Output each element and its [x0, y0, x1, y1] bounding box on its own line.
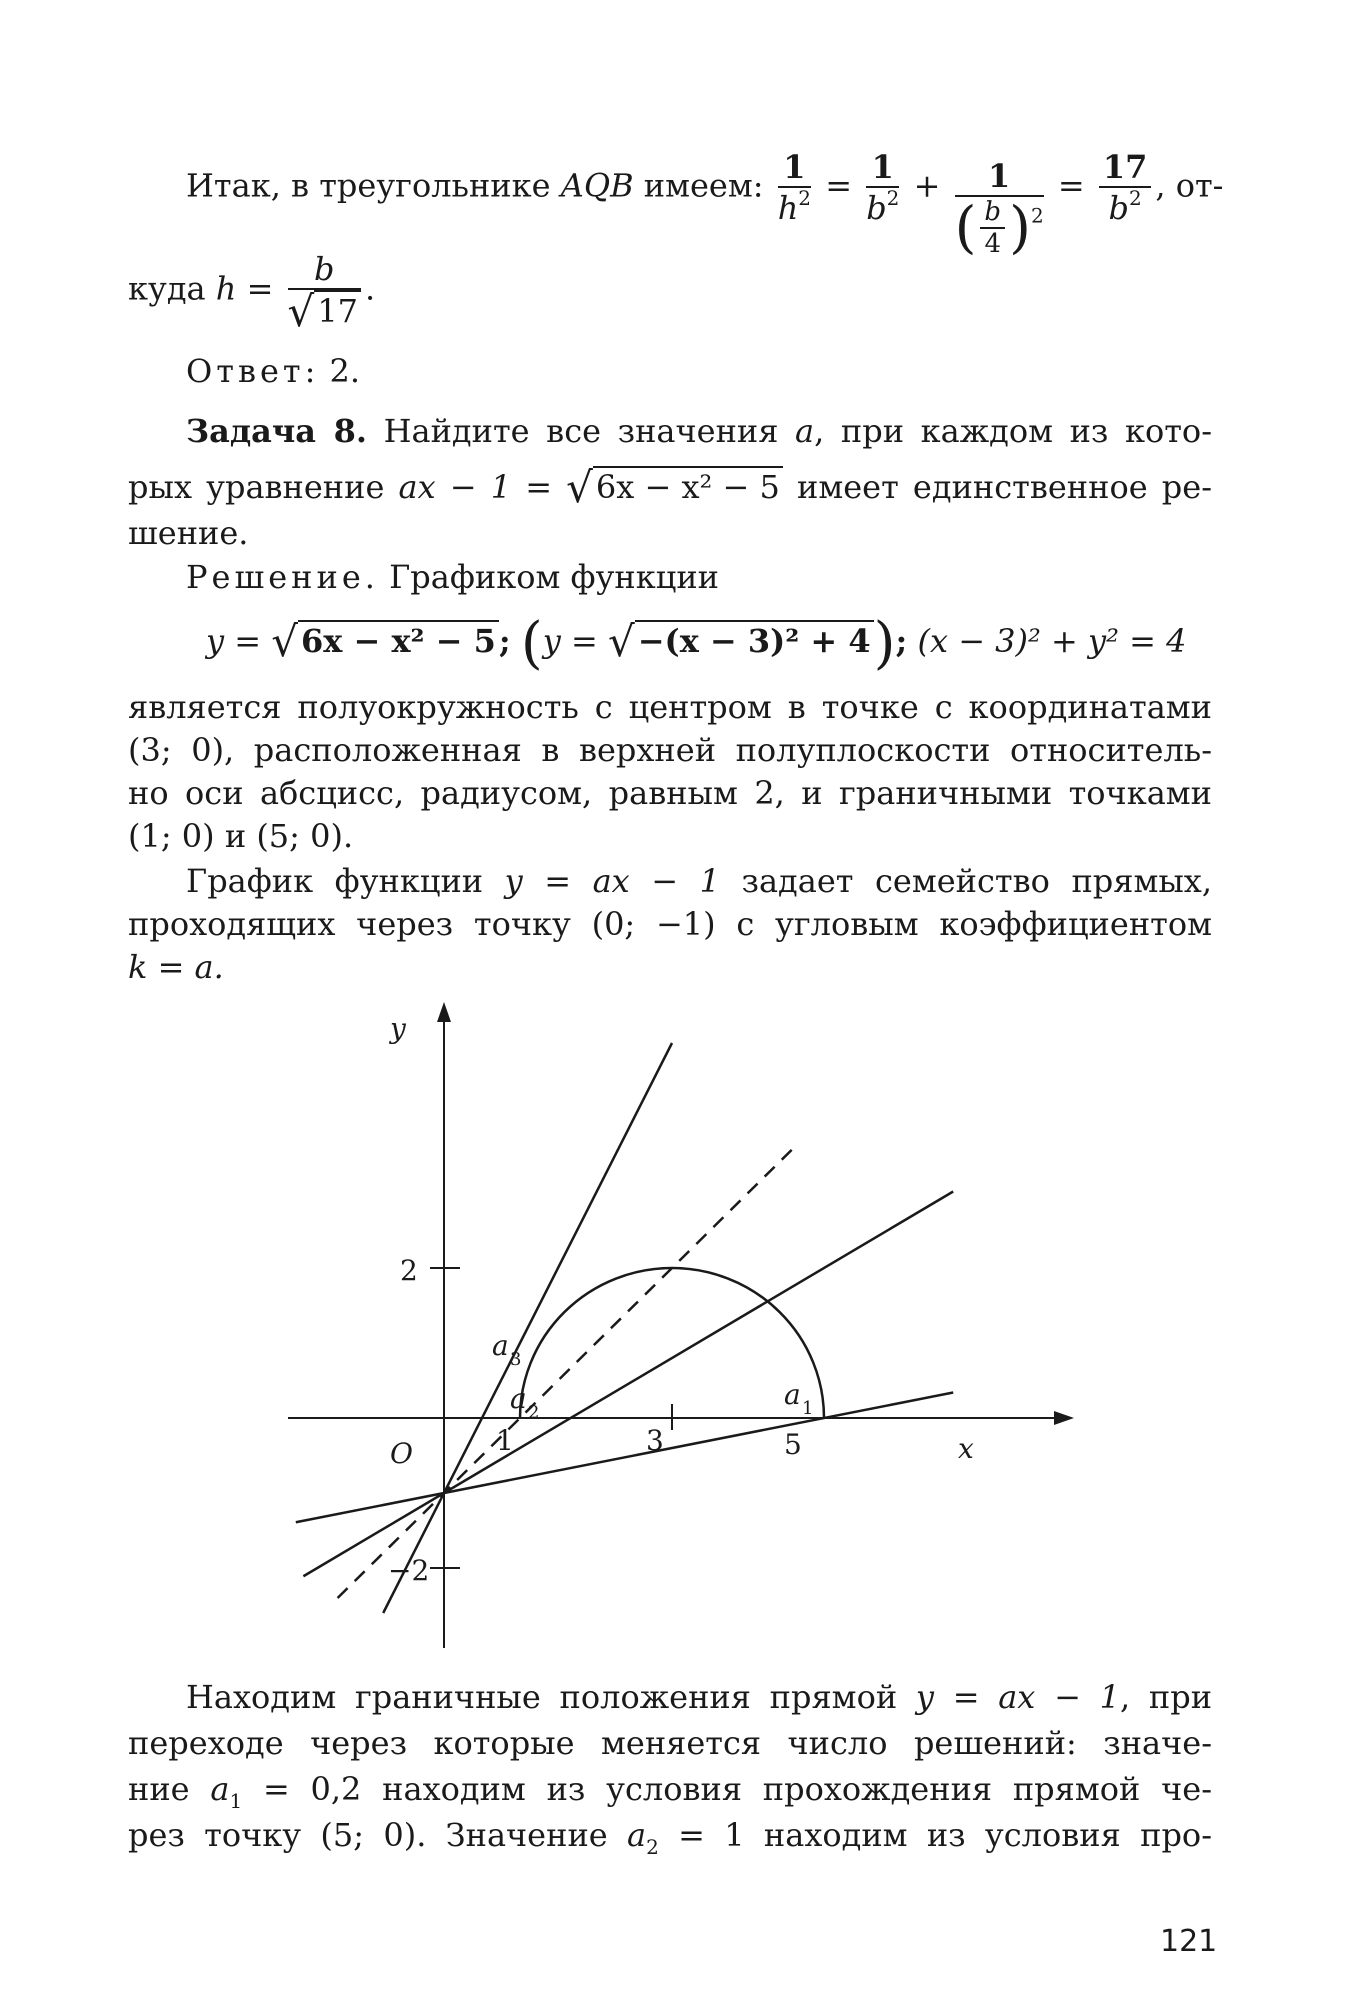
tick-label-m2: −2: [388, 1554, 430, 1587]
text: имеем:: [633, 166, 764, 205]
graph-figure: [248, 998, 1108, 1658]
fraction-1-over-b2: $\frac{1}{b^2}$: [866, 148, 900, 227]
label-a1-sub: 1: [802, 1398, 814, 1419]
task-line-3: шение.: [128, 514, 249, 552]
task-line-2: рых уравнение ax − 1 = √6x − x² − 5 имеет единственное ре-: [128, 463, 1213, 512]
x-axis-label: x: [958, 1432, 974, 1465]
label-a1: a: [784, 1378, 801, 1411]
paragraph-triangle: [186, 148, 1223, 259]
plus: +: [913, 166, 941, 205]
origin-label: O: [390, 1437, 413, 1470]
bottom-line-2: переходе через которые меняется число решений: значе-: [128, 1724, 1212, 1762]
semicircle: [520, 1268, 824, 1418]
graph-line-2: проходящих через точку (0; −1) с угловым коэффициентом: [128, 905, 1212, 943]
fraction-b-over-sqrt17: $\frac{b}{√17}$: [288, 250, 361, 332]
paragraph-h-result: куда h = $\frac{b}{√17}$ .: [128, 250, 376, 336]
solution-para-2: (3; 0), расположенная в верхней полуплоскости относитель-: [128, 731, 1212, 769]
line-a2-dashed: [338, 1148, 794, 1598]
bottom-line-3: ние $a_1 = 0,2$ находим из условия прохождения прямой че-: [128, 1770, 1212, 1813]
solution-para-1: является полуокружность с центром в точке с координатами: [128, 688, 1212, 726]
solution-formula: y = √6x − x² − 5; (y = √−(x − 3)² + 4); (x − 3)² + y² = 4: [206, 611, 1187, 676]
graph-line-1: График функции y = ax − 1 задает семейство прямых,: [186, 862, 1213, 900]
equals: =: [1057, 166, 1085, 205]
answer: Ответ: 2.: [186, 352, 361, 390]
y-axis-label: y: [390, 1012, 406, 1045]
tick-label-3: 3: [646, 1424, 664, 1457]
bottom-line-1: Находим граничные положения прямой y = ax − 1, при: [186, 1678, 1213, 1716]
line-a3: [383, 1043, 672, 1613]
fraction-1-over-b4-squared: 1 ( $\frac{b}{4}$ )$^2$: [954, 157, 1044, 261]
bottom-line-4: рез точку (5; 0). Значение $a_2 = 1$ находим из условия про-: [128, 1816, 1213, 1859]
label-a3-sub: 3: [510, 1349, 522, 1370]
label-a3: a: [492, 1329, 509, 1362]
triangle-name: AQB: [560, 166, 634, 205]
tick-label-1: 1: [496, 1424, 514, 1457]
text: Итак, в треугольнике: [186, 166, 561, 205]
y-axis-arrow: [437, 1002, 451, 1022]
graph-line-3: k = a.: [128, 948, 224, 986]
fraction-1-over-h2: $\frac{1}{h^2}$: [777, 148, 812, 227]
solution-para-4: (1; 0) и (5; 0).: [128, 817, 354, 855]
solution-line-1: Решение. Графиком функции: [186, 558, 719, 596]
fraction-17-over-b2: $\frac{17}{b^2}$: [1099, 148, 1152, 228]
line-middle: [303, 1192, 953, 1577]
label-a2-sub: 2: [528, 1402, 540, 1423]
page-number: 121: [1160, 1924, 1218, 1959]
x-axis-arrow: [1054, 1411, 1074, 1425]
task-line-1: Задача 8. Найдите все значения a, при каждом из кото-: [186, 412, 1212, 450]
text: , от-: [1155, 166, 1224, 205]
tick-label-5: 5: [784, 1428, 802, 1461]
tick-label-2: 2: [400, 1254, 418, 1287]
label-a2: a: [510, 1382, 527, 1415]
solution-para-3: но оси абсцисс, радиусом, равным 2, и граничными точками: [128, 774, 1212, 812]
equals: =: [825, 166, 853, 205]
